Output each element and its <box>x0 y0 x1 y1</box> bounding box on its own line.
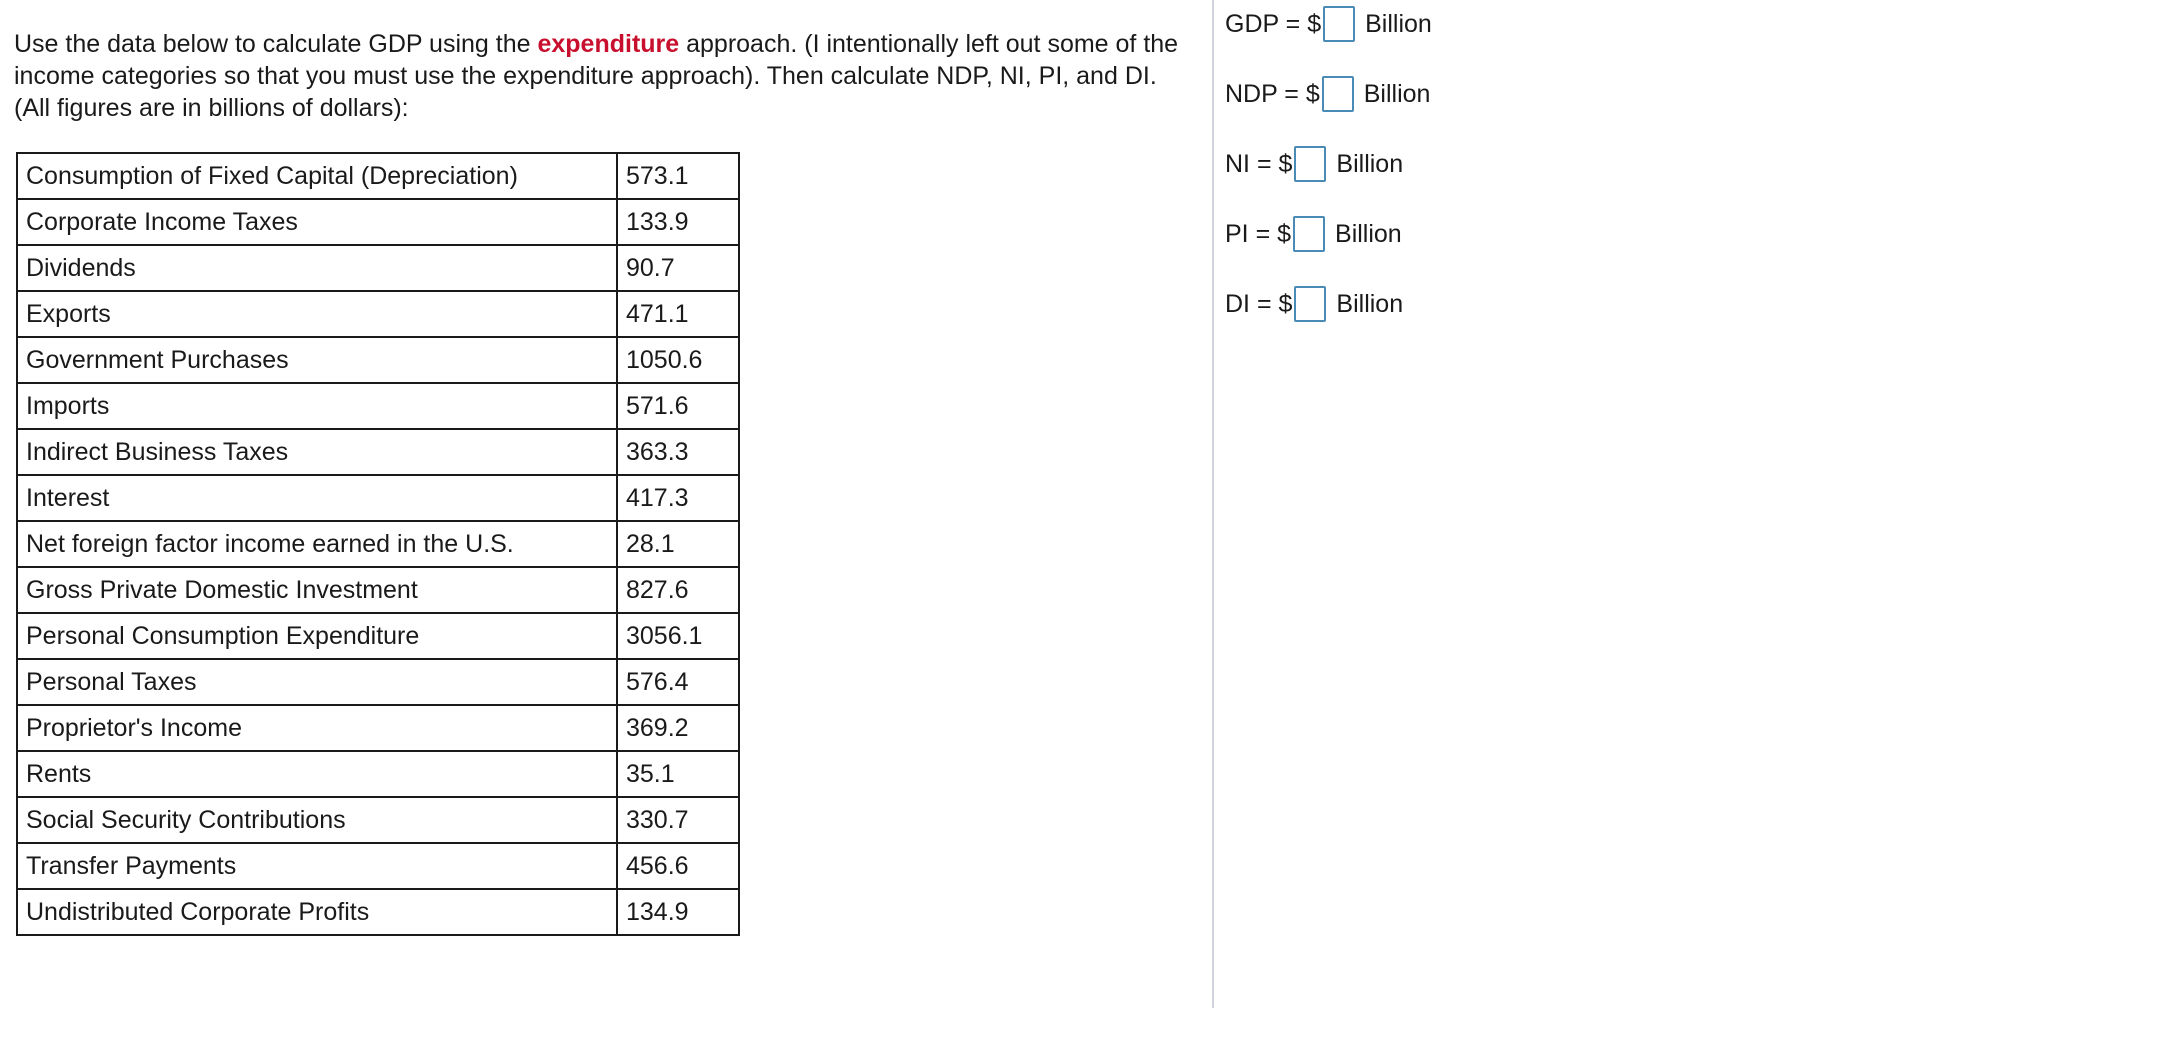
row-value: 1050.6 <box>617 337 739 383</box>
table-row <box>17 797 739 843</box>
answer-row-gdp <box>1225 6 1432 42</box>
gdp-label: GDP = $ <box>1225 9 1322 38</box>
answer-row-pi <box>1225 216 1402 252</box>
table-row <box>17 337 739 383</box>
ni-input[interactable] <box>1294 146 1326 182</box>
row-label: Social Security Contributions <box>17 797 617 843</box>
instructions-text-1: Use the data below to calculate GDP using the <box>14 30 538 58</box>
answer-row-di <box>1225 286 1403 322</box>
row-label: Dividends <box>17 245 617 291</box>
row-label: Gross Private Domestic Investment <box>17 567 617 613</box>
table-row <box>17 613 739 659</box>
table-row <box>17 705 739 751</box>
answer-row-ni <box>1225 146 1403 182</box>
di-label: DI = $ <box>1225 289 1293 318</box>
row-value: 330.7 <box>617 797 739 843</box>
row-label: Rents <box>17 751 617 797</box>
table-row <box>17 383 739 429</box>
table-row <box>17 567 739 613</box>
table-row <box>17 843 739 889</box>
row-label: Consumption of Fixed Capital (Depreciation) <box>17 153 617 199</box>
answer-row-ndp <box>1225 76 1430 112</box>
ndp-unit: Billion <box>1363 79 1431 108</box>
table-row <box>17 199 739 245</box>
instructions-emphasis: expenditure <box>537 30 680 58</box>
pi-unit: Billion <box>1335 219 1402 248</box>
row-label: Proprietor's Income <box>17 705 617 751</box>
row-label: Personal Taxes <box>17 659 617 705</box>
row-label: Government Purchases <box>17 337 617 383</box>
row-value: 3056.1 <box>617 613 739 659</box>
table-row <box>17 751 739 797</box>
di-input[interactable] <box>1294 286 1326 322</box>
table-row <box>17 245 739 291</box>
row-value: 827.6 <box>617 567 739 613</box>
row-value: 35.1 <box>617 751 739 797</box>
row-value: 133.9 <box>617 199 739 245</box>
row-label: Personal Consumption Expenditure <box>17 613 617 659</box>
row-value: 28.1 <box>617 521 739 567</box>
row-value: 134.9 <box>617 889 739 935</box>
row-label: Imports <box>17 383 617 429</box>
gdp-unit: Billion <box>1365 9 1432 38</box>
row-value: 471.1 <box>617 291 739 337</box>
row-value: 369.2 <box>617 705 739 751</box>
question-pane <box>14 28 1199 124</box>
row-label: Undistributed Corporate Profits <box>17 889 617 935</box>
ni-unit: Billion <box>1336 149 1404 178</box>
table-row <box>17 153 739 199</box>
table-row <box>17 291 739 337</box>
row-value: 417.3 <box>617 475 739 521</box>
table-row <box>17 429 739 475</box>
row-label: Indirect Business Taxes <box>17 429 617 475</box>
ndp-input[interactable] <box>1322 76 1354 112</box>
gdp-input[interactable] <box>1323 6 1355 42</box>
data-table <box>16 152 740 936</box>
row-label: Exports <box>17 291 617 337</box>
instructions-text-2: approach. (I intentionally left out some of the income categories so that you must use the expenditure approach). Then calculate NDP, NI, PI, and DI. (All figures are in billions of dollars): <box>14 30 1179 122</box>
row-value: 90.7 <box>617 245 739 291</box>
row-label: Corporate Income Taxes <box>17 199 617 245</box>
row-label: Transfer Payments <box>17 843 617 889</box>
table-row <box>17 889 739 935</box>
pi-input[interactable] <box>1293 216 1325 252</box>
ndp-label: NDP = $ <box>1225 79 1320 108</box>
row-label: Interest <box>17 475 617 521</box>
table-row <box>17 659 739 705</box>
row-value: 363.3 <box>617 429 739 475</box>
table-row <box>17 521 739 567</box>
pi-label: PI = $ <box>1225 219 1292 248</box>
row-value: 576.4 <box>617 659 739 705</box>
row-value: 456.6 <box>617 843 739 889</box>
row-label: Net foreign factor income earned in the U.S. <box>17 521 617 567</box>
di-unit: Billion <box>1336 289 1404 318</box>
question-instructions <box>14 28 1199 124</box>
table-row <box>17 475 739 521</box>
row-value: 573.1 <box>617 153 739 199</box>
ni-label: NI = $ <box>1225 149 1293 178</box>
pane-divider <box>1212 0 1214 1008</box>
row-value: 571.6 <box>617 383 739 429</box>
